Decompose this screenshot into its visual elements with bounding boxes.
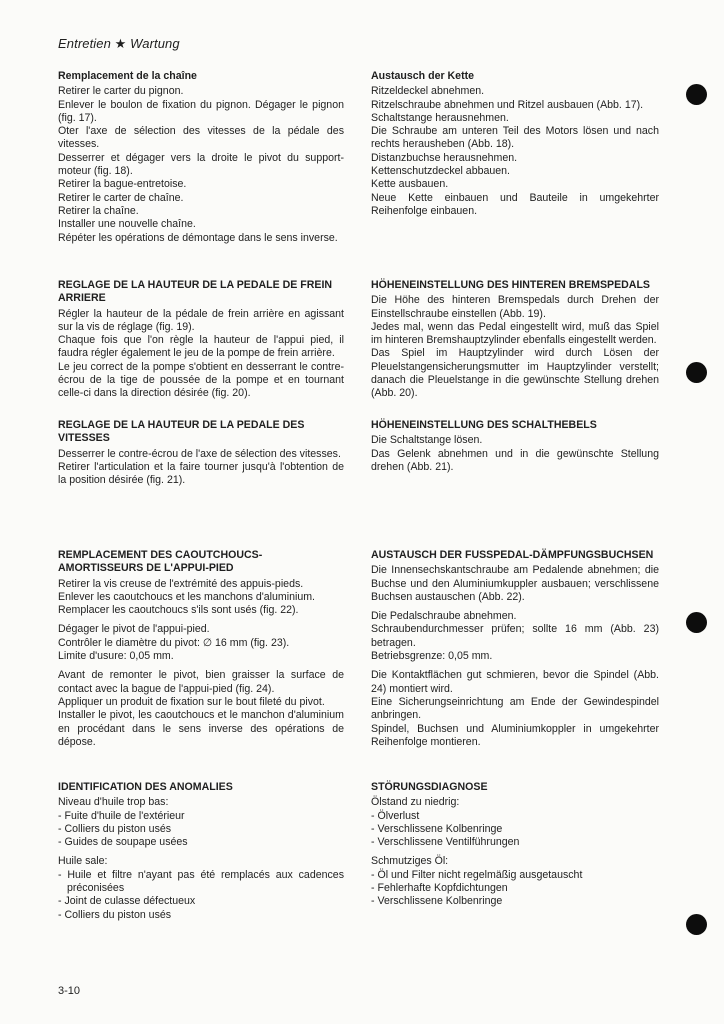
text-line: Betriebsgrenze: 0,05 mm. [371,650,493,663]
page-number: 3-10 [58,985,81,997]
text-line: Die Schaltstange lösen. [371,434,483,447]
text-line: Kettenschutzdeckel abbauen. [371,165,510,178]
list-item: - Verschlissene Kolbenringe [371,822,503,835]
text-line: Ritzeldeckel abnehmen. [371,85,485,98]
list-item: - Verschlissene Kolbenringe [371,895,503,908]
text-line: Die Höhe des hinteren Bremspedals durch Drehen der Einstellschraube einstellen (Abb. 19). [371,294,662,320]
text-line: Oter l'axe de sélection des vitesses de la pédale des vitesses. [58,125,347,151]
list-item: - Huile et filtre n'ayant pas été remplacés aux cadences préconisées [58,868,347,895]
binder-hole [686,612,707,633]
section-chain-fr [58,70,347,245]
list-item: - Verschlissene Ventilführungen [371,836,520,849]
text-line: Niveau d'huile trop bas: [58,796,169,809]
text-line: Retirer l'articulation et la faire tourner jusqu'à l'obtention de la position désirée (fig. 21). [58,460,347,487]
text-line: Die Kontaktflächen gut schmieren, bevor die Spindel (Abb. 24) montiert wird. [371,669,662,695]
text-line: Enlever les caoutchoucs et les manchons d'aluminium. [58,590,315,603]
text-line: Avant de remonter le pivot, bien graisser la surface de contact avec la bague de l'appui-pied (fig. 24). [58,669,347,695]
section-heading: AUSTAUSCH DER FUSSPEDAL-DÄMPFUNGSBUCHSEN [371,549,654,561]
text-line: Jedes mal, wenn das Pedal eingestellt wird, muß das Spiel im hinteren Bremshauptzylinder ebenfalls eingestellt werden. [371,320,662,347]
section-heading: HÖHENEINSTELLUNG DES HINTEREN BREMSPEDALS [371,279,650,291]
binder-hole [686,362,707,383]
binder-hole [686,84,707,105]
text-line: Distanzbuchse herausnehmen. [371,151,518,164]
text-line: Retirer la chaîne. [58,204,139,217]
section-brake-pedal-de [371,279,662,401]
text-line: Desserrer le contre-écrou de l'axe de sélection des vitesses. [58,447,341,460]
section-diagnosis-fr [58,781,347,922]
text-line: Appliquer un produit de fixation sur le bout fileté du pivot. [58,695,325,708]
text-line: Installer le pivot, les caoutchoucs et le manchon d'aluminium en procédant dans le sens inverse des opérations de dépose. [58,709,347,748]
text-line: Schaltstange herausnehmen. [371,111,509,124]
list-item: - Öl und Filter nicht regelmäßig ausgetauscht [371,868,583,881]
section-brake-pedal-fr [58,279,347,401]
section-chain-de [371,70,662,218]
text-line: Schraubendurchmesser prüfen; sollte 16 mm (Abb. 23) betragen. [371,623,662,649]
text-line: Répéter les opérations de démontage dans le sens inverse. [58,231,338,244]
text-line: Huile sale: [58,855,108,868]
text-line: Kette ausbauen. [371,178,449,191]
section-heading: HÖHENEINSTELLUNG DES SCHALTHEBELS [371,419,597,431]
text-line: Die Innensechskantschraube am Pedalende abnehmen; die Buchse und den Aluminiumkuppler ausbauen; verschlissene Buchsen austauschen (Abb. 22). [371,564,662,603]
text-line: Limite d'usure: 0,05 mm. [58,650,174,663]
list-item: - Colliers du piston usés [58,908,172,921]
list-item: - Fehlerhafte Kopfdichtungen [371,882,508,895]
text-line: Ritzelschraube abnehmen und Ritzel ausbauen (Abb. 17). [371,98,644,111]
section-heading: IDENTIFICATION DES ANOMALIES [58,781,233,793]
text-line: Das Spiel im Hauptzylinder wird durch Lösen der Pleuelstangensicherungsmutter im Hauptzylinder verstellt; danach die Pleuelstange in die gewünschte Stellung drehen (Abb. 20). [371,347,662,400]
list-item: - Guides de soupape usées [58,836,188,849]
list-item: - Joint de culasse défectueux [58,895,196,908]
list-item: - Fuite d'huile de l'extérieur [58,809,185,822]
text-line: Dégager le pivot de l'appui-pied. [58,623,210,636]
text-line: Ölstand zu niedrig: [371,796,460,809]
page-header: Entretien ★ Wartung [58,36,180,51]
section-footrest-bushings-de [371,549,662,749]
section-shift-pedal-fr [58,419,347,487]
text-line: Retirer la bague-entretoise. [58,178,187,191]
list-item: - Ölverlust [371,809,420,822]
text-line: Remplacer les caoutchoucs s'ils sont usés (fig. 22). [58,604,299,617]
text-line: Installer une nouvelle chaîne. [58,218,196,231]
binder-hole [686,914,707,935]
section-heading: Austausch der Kette [371,70,475,82]
section-heading: REGLAGE DE LA HAUTEUR DE LA PEDALE DE FREIN ARRIERE [58,279,333,305]
section-footrest-rubbers-fr [58,549,347,749]
section-heading: REGLAGE DE LA HAUTEUR DE LA PEDALE DES VITESSES [58,419,305,445]
text-line: Retirer le carter du pignon. [58,85,184,98]
text-line: Schmutziges Öl: [371,855,449,868]
section-heading: STÖRUNGSDIAGNOSE [371,781,488,793]
text-line: Desserrer et dégager vers la droite le pivot du support-moteur (fig. 18). [58,151,344,178]
text-line: Retirer le carter de chaîne. [58,191,184,204]
text-line: Contrôler le diamètre du pivot: ∅ 16 mm (fig. 23). [58,636,290,649]
text-line: Die Pedalschraube abnehmen. [371,610,517,623]
section-diagnosis-de [371,781,659,909]
text-line: Enlever le boulon de fixation du pignon. Dégager le pignon (fig. 17). [58,98,347,124]
list-item: - Colliers du piston usés [58,822,172,835]
section-heading: REMPLACEMENT DES CAOUTCHOUCS-AMORTISSEURS DE L'APPUI-PIED [58,549,263,575]
text-line: Retirer la vis creuse de l'extrémité des appuis-pieds. [58,577,304,590]
text-line: Régler la hauteur de la pédale de frein arrière en agissant sur la vis de réglage (fig. 19). [58,307,347,333]
text-line: Die Schraube am unteren Teil des Motors lösen und nach rechts herausheben (Abb. 18). [371,125,662,151]
text-line: Neue Kette einbauen und Bauteile in umgekehrter Reihenfolge einbauen. [371,191,662,217]
section-heading: Remplacement de la chaîne [58,70,197,82]
text-line: Das Gelenk abnehmen und in die gewünschte Stellung drehen (Abb. 21). [371,447,662,473]
text-line: Spindel, Buchsen und Aluminiumkoppler in umgekehrter Reihenfolge montieren. [371,722,662,748]
text-line: Eine Sicherungseinrichtung am Ende der Gewindespindel anbringen. [371,695,662,722]
text-line: Le jeu correct de la pompe s'obtient en desserrant le contre-écrou de la tige de poussée de la pompe et en tournant celle-ci dans la direction désirée (fig. 20). [58,360,347,400]
section-shift-lever-de [371,419,662,474]
text-line: Chaque fois que l'on règle la hauteur de l'appui pied, il faudra régler également le jeu de la pompe de frein arrière. [58,334,347,360]
